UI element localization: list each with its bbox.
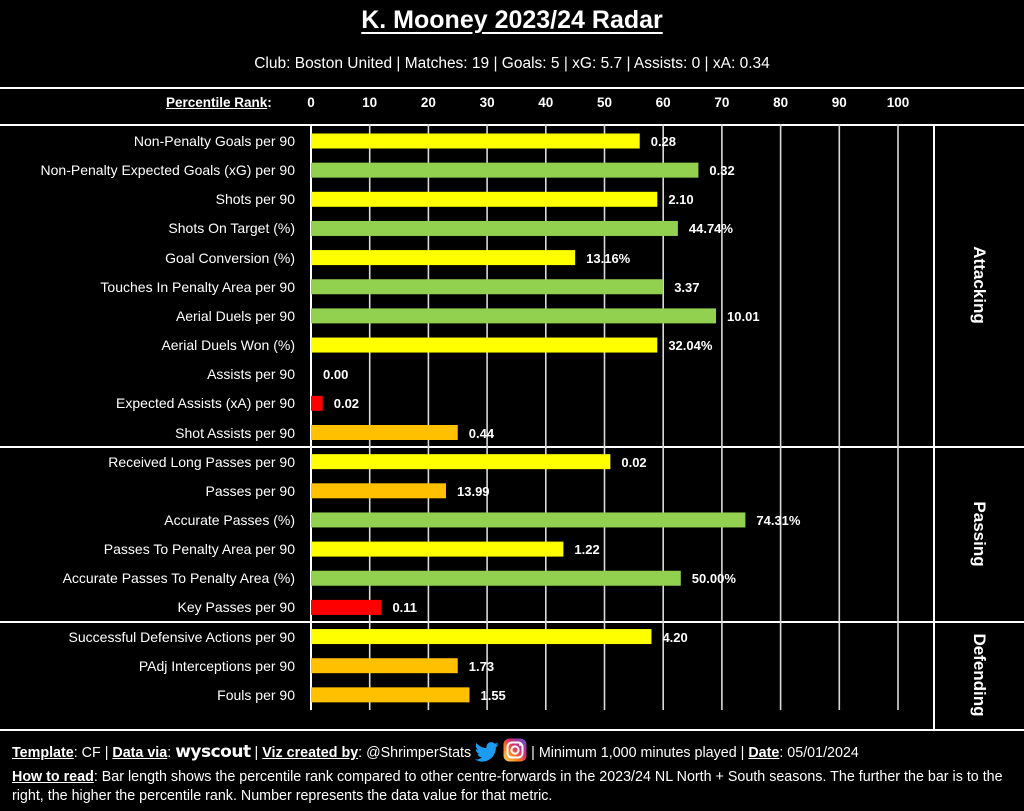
wyscout-logo: wyscout [175,742,251,762]
tick-label-80: 80 [773,95,789,110]
bar-non-penalty-expected-goals-xg-per-90 [311,163,698,178]
category-label-assists-per-90: Assists per 90 [207,366,295,383]
footer-how-to-read [12,768,1016,806]
bar-shot-assists-per-90 [311,425,458,440]
value-label-non-penalty-goals-per-90: 0.28 [650,134,677,149]
bar-shots-on-target [311,221,678,236]
tick-label-10: 10 [362,95,378,110]
bar-aerial-duels-won [311,338,657,353]
category-label-accurate-passes-to-penalty-area: Accurate Passes To Penalty Area (%) [62,570,295,587]
value-label-touches-in-penalty-area-per-90: 3.37 [674,279,700,295]
bar-passes-to-penalty-area-per-90 [311,542,563,557]
category-label-shots-on-target: Shots On Target (%) [168,220,295,237]
footer-viz-label: Viz created by [262,745,359,761]
value-label-goal-conversion: 13.16% [586,250,631,266]
footer-template-value: : CF | [73,745,113,761]
tick-label-70: 70 [714,95,730,110]
category-label-shots-per-90: Shots per 90 [215,191,295,208]
category-label-non-penalty-expected-goals-xg-per-90: Non-Penalty Expected Goals (xG) per 90 [40,162,295,179]
axis-caption: Percentile Rank: [166,95,272,110]
bar-accurate-passes-to-penalty-area [311,571,681,586]
category-label-fouls-per-90: Fouls per 90 [217,686,295,703]
tick-label-20: 20 [420,95,436,110]
category-label-aerial-duels-won: Aerial Duels Won (%) [161,337,295,354]
tick-label-40: 40 [538,95,554,110]
category-label-aerial-duels-per-90: Aerial Duels per 90 [175,307,295,324]
footer-date-label: Date [748,745,780,761]
value-label-aerial-duels-per-90: 10.01 [727,308,760,324]
value-label-shots-on-target: 44.74% [688,221,733,237]
bar-shots-per-90 [311,192,657,207]
tick-label-90: 90 [831,95,847,110]
category-label-goal-conversion: Goal Conversion (%) [165,249,295,266]
bar-goal-conversion [311,250,575,265]
value-label-successful-defensive-actions-per-90: 4.20 [662,629,688,645]
category-label-shot-assists-per-90: Shot Assists per 90 [175,424,295,441]
bar-touches-in-penalty-area-per-90 [311,279,663,294]
value-label-received-long-passes-per-90: 0.02 [621,454,647,470]
value-label-expected-assists-xa-per-90: 0.02 [333,396,360,412]
footer-line-1: Template: CF | Data via: wyscout | Viz created by: @ShrimperStats | Minimum 1,000 minutes played | Date: 05/01/2024 [12,738,1016,768]
tick-label-100: 100 [886,95,910,110]
category-label-touches-in-penalty-area-per-90: Touches In Penalty Area per 90 [100,278,295,295]
category-label-accurate-passes: Accurate Passes (%) [164,511,295,528]
value-label-passes-to-penalty-area-per-90: 1.22 [574,542,600,558]
footer-minimum-minutes: | Minimum 1,000 minutes played | [527,745,749,761]
bar-received-long-passes-per-90 [311,454,610,469]
tick-label-60: 60 [655,95,671,110]
value-label-fouls-per-90: 1.55 [480,687,506,703]
tick-label-30: 30 [479,95,495,110]
value-label-passes-per-90: 13.99 [457,483,490,499]
section-divider-vertical [933,124,935,729]
bar-non-penalty-goals-per-90 [311,134,640,149]
category-label-non-penalty-goals-per-90: Non-Penalty Goals per 90 [133,133,295,149]
tick-label-50: 50 [596,95,613,110]
bar-aerial-duels-per-90 [311,308,716,323]
footer-date-value: : 05/01/2024 [779,745,859,761]
value-label-shot-assists-per-90: 0.44 [468,425,495,441]
twitter-icon[interactable] [475,742,499,768]
value-label-aerial-duels-won: 32.04% [668,338,713,354]
bar-passes-per-90 [311,483,446,498]
section-label-attacking: Attacking [970,246,989,324]
value-label-assists-per-90: 0.00 [323,367,349,383]
value-label-shots-per-90: 2.10 [668,192,694,208]
footer-data-via-label: Data via [112,745,168,761]
category-label-key-passes-per-90: Key Passes per 90 [177,599,295,616]
category-label-passes-per-90: Passes per 90 [205,482,295,499]
bar-accurate-passes [311,512,745,527]
bar-padj-interceptions-per-90 [311,658,458,673]
bar-expected-assists-xa-per-90 [311,396,323,411]
footer-how-label: How to read [12,769,94,785]
section-label-passing: Passing [970,500,989,567]
tick-label-0: 0 [307,95,315,110]
footer-data-via-colon: : [167,745,176,761]
value-label-padj-interceptions-per-90: 1.73 [468,658,495,674]
instagram-icon[interactable] [503,738,527,768]
footer-viz-value: : @ShrimperStats [358,745,472,761]
footer-how-text: : Bar length shows the percentile rank compared to other centre-forwards in the 2023/24 NL North + South seasons. The further the bar is to the right, the higher the percentile rank. Number represents the data value for that metric. [12,769,1003,804]
category-label-expected-assists-xa-per-90: Expected Assists (xA) per 90 [116,395,295,412]
bar-fouls-per-90 [311,687,469,702]
bar-key-passes-per-90 [311,600,381,615]
bar-successful-defensive-actions-per-90 [311,629,651,644]
section-label-defending: Defending [970,633,989,717]
chart-subtitle: Club: Boston United | Matches: 19 | Goals: 5 | xG: 5.7 | Assists: 0 | xA: 0.34 [254,55,770,72]
category-label-received-long-passes-per-90: Received Long Passes per 90 [108,453,295,470]
chart-title: K. Mooney 2023/24 Radar [361,6,663,34]
category-label-passes-to-penalty-area-per-90: Passes To Penalty Area per 90 [103,541,295,558]
category-label-padj-interceptions-per-90: PAdj Interceptions per 90 [138,657,295,674]
category-label-successful-defensive-actions-per-90: Successful Defensive Actions per 90 [68,628,295,645]
footer-template-label: Template [12,745,74,761]
value-label-non-penalty-expected-goals-xg-per-90: 0.32 [709,163,735,179]
footer [12,738,1016,806]
value-label-accurate-passes: 74.31% [756,512,801,528]
value-label-key-passes-per-90: 0.11 [392,600,418,616]
value-label-accurate-passes-to-penalty-area: 50.00% [691,571,736,587]
